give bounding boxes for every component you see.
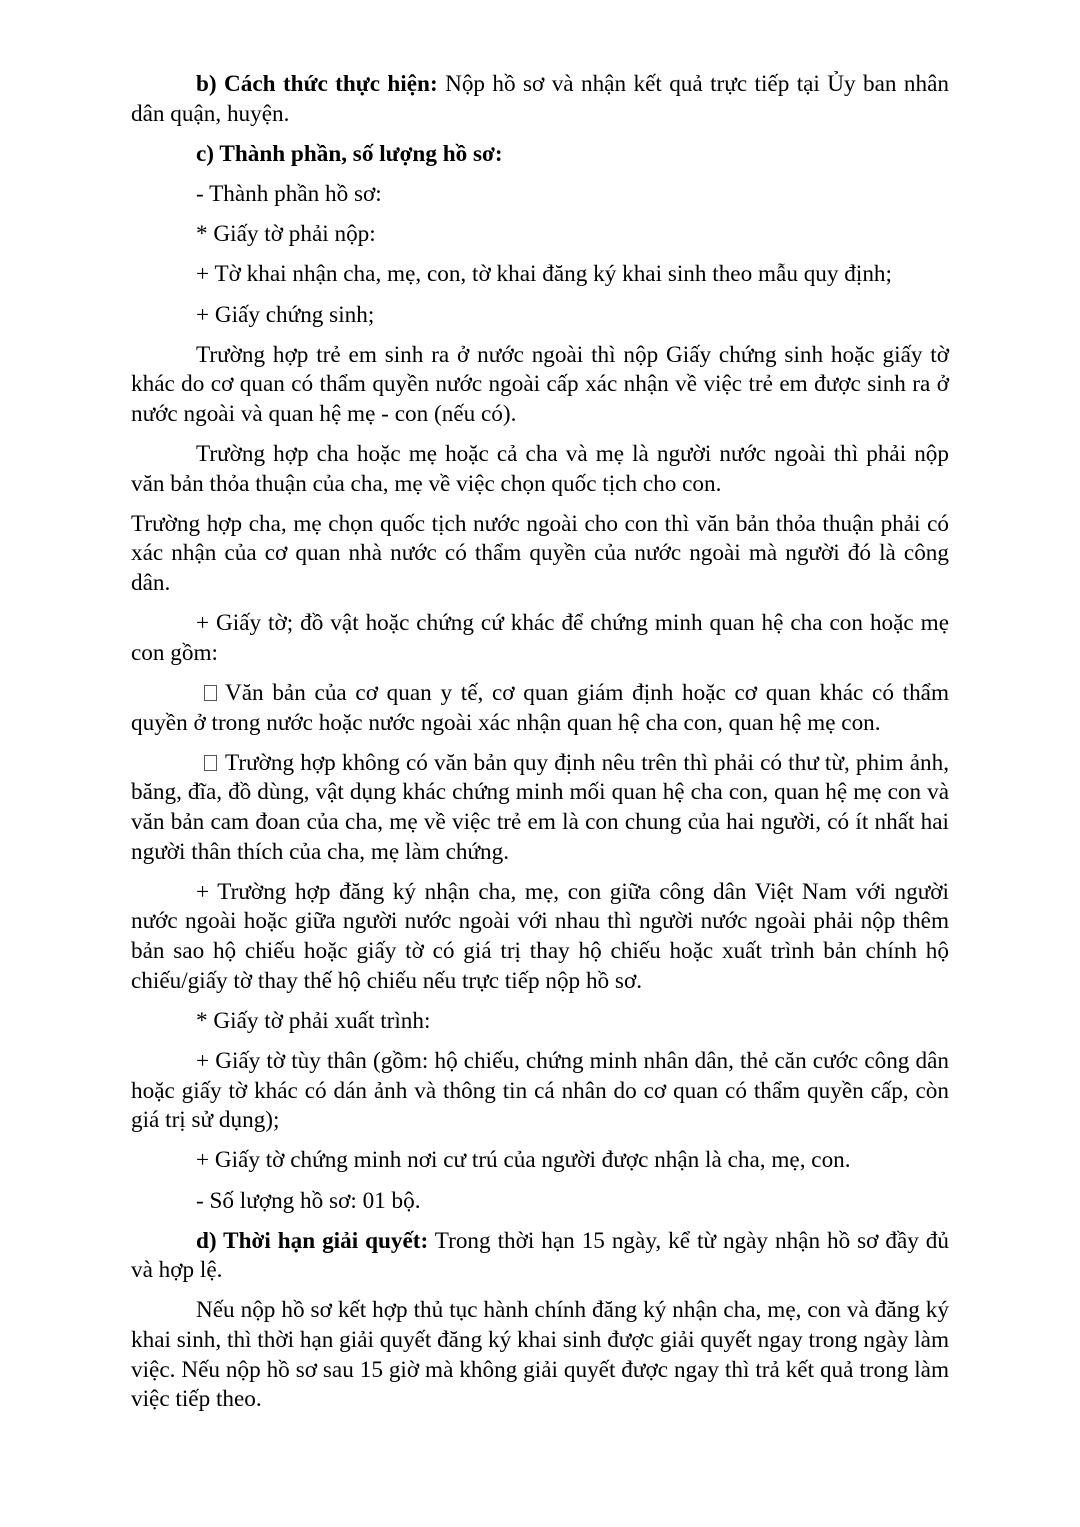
paragraph-text: Trường hợp cha hoặc mẹ hoặc cả cha và mẹ là người nước ngoài thì phải nộp văn bản thỏa thuận của cha, mẹ về việc chọn quốc tịch cho con. bbox=[131, 441, 949, 497]
checkbox-bullet-icon bbox=[204, 755, 217, 771]
paragraph-method bbox=[131, 70, 949, 129]
paragraph-text: Nếu nộp hồ sơ kết hợp thủ tục hành chính đăng ký nhận cha, mẹ, con và đăng ký khai sinh, thì thời hạn giải quyết đăng ký khai sinh được giải quyết ngay trong ngày làm việc. Nếu nộp hồ sơ sau 15 giờ mà không giải quyết được ngay thì trả kết quả trong làm việc tiếp theo. bbox=[131, 1297, 949, 1413]
paragraph-identity-papers bbox=[131, 1047, 949, 1136]
paragraph-text: * Giấy tờ phải nộp: bbox=[196, 221, 376, 248]
paragraph-combined-procedure bbox=[131, 1296, 949, 1414]
paragraph-text: Văn bản của cơ quan y tế, cơ quan giám định hoặc cơ quan khác có thẩm quyền ở trong nước hoặc nước ngoài xác nhận quan hệ cha con, quan hệ mẹ con. bbox=[131, 680, 949, 736]
heading-deadline: d) Thời hạn giải quyết: bbox=[196, 1227, 429, 1254]
paragraph-passport-copy bbox=[131, 878, 949, 996]
paragraph-born-abroad bbox=[131, 341, 949, 430]
paragraph-text: Trường hợp trẻ em sinh ra ở nước ngoài thì nộp Giấy chứng sinh hoặc giấy tờ khác do cơ quan có thẩm quyền nước ngoài cấp xác nhận về việc trẻ em được sinh ra ở nước ngoài và quan hệ mẹ - con (nếu có). bbox=[131, 341, 949, 427]
paragraph-text: + Giấy tờ chứng minh nơi cư trú của người được nhận là cha, mẹ, con. bbox=[196, 1147, 851, 1174]
document-page bbox=[131, 70, 949, 1415]
heading-method: b) Cách thức thực hiện: bbox=[196, 71, 438, 97]
paragraph-documents-present bbox=[131, 1007, 949, 1037]
paragraph-quantity bbox=[131, 1187, 949, 1217]
paragraph-text: Trường hợp cha, mẹ chọn quốc tịch nước ngoài cho con thì văn bản thỏa thuận phải có xác nhận của cơ quan nhà nước có thẩm quyền của nước ngoài mà người đó là công dân. bbox=[131, 510, 949, 597]
paragraph-text: Nộp hồ sơ và nhận kết quả trực tiếp tại Ủy ban nhân dân quận, huyện. bbox=[131, 71, 949, 127]
paragraph-text: + Giấy tờ; đồ vật hoặc chứng cứ khác để chứng minh quan hệ cha con hoặc mẹ con gồm: bbox=[131, 610, 949, 666]
paragraph-medical-document bbox=[131, 679, 949, 738]
paragraph-documents-submit bbox=[131, 220, 949, 250]
paragraph-text: - Thành phần hồ sơ: bbox=[196, 180, 382, 207]
paragraph-deadline bbox=[131, 1227, 949, 1286]
paragraph-other-evidence bbox=[131, 749, 949, 867]
paragraph-text: + Giấy tờ tùy thân (gồm: hộ chiếu, chứng minh nhân dân, thẻ căn cước công dân hoặc giấy tờ khác có dán ảnh và thông tin cá nhân do cơ quan có thẩm quyền cấp, còn giá trị sử dụng); bbox=[131, 1047, 949, 1134]
paragraph-text: * Giấy tờ phải xuất trình: bbox=[196, 1007, 431, 1034]
paragraph-foreign-parent bbox=[131, 440, 949, 499]
paragraph-text: Trường hợp không có văn bản quy định nêu trên thì phải có thư từ, phim ảnh, băng, đĩa, đồ dùng, vật dụng khác chứng minh mối quan hệ cha con, quan hệ mẹ con và văn bản cam đoan của cha, mẹ về việc trẻ em là con chung của hai người, có ít nhất hai người thân thích của cha, mẹ làm chứng. bbox=[131, 749, 949, 865]
heading-composition-paragraph bbox=[131, 140, 949, 170]
paragraph-text: Trong thời hạn 15 ngày, kể từ ngày nhận hồ sơ đầy đủ và hợp lệ. bbox=[131, 1227, 949, 1284]
checkbox-bullet-icon bbox=[204, 685, 217, 701]
paragraph-text: - Số lượng hồ sơ: 01 bộ. bbox=[196, 1187, 421, 1214]
paragraph-residence-proof bbox=[131, 1146, 949, 1176]
paragraph-composition-label bbox=[131, 180, 949, 210]
paragraph-declaration-form bbox=[131, 260, 949, 290]
paragraph-text: + Tờ khai nhận cha, mẹ, con, tờ khai đăng ký khai sinh theo mẫu quy định; bbox=[196, 261, 892, 288]
paragraph-evidence bbox=[131, 609, 949, 668]
paragraph-birth-certificate bbox=[131, 301, 949, 331]
paragraph-text: + Giấy chứng sinh; bbox=[196, 301, 375, 328]
paragraph-text: + Trường hợp đăng ký nhận cha, mẹ, con giữa công dân Việt Nam với người nước ngoài hoặc giữa người nước ngoài với nhau thì người nước ngoài phải nộp thêm bản sao hộ chiếu hoặc giấy tờ có giá trị thay hộ chiếu hoặc xuất trình bản chính hộ chiếu/giấy tờ thay thế hộ chiếu nếu trực tiếp nộp hồ sơ. bbox=[131, 878, 949, 994]
paragraph-foreign-nationality bbox=[131, 510, 949, 599]
heading-composition: c) Thành phần, số lượng hồ sơ: bbox=[196, 140, 503, 167]
